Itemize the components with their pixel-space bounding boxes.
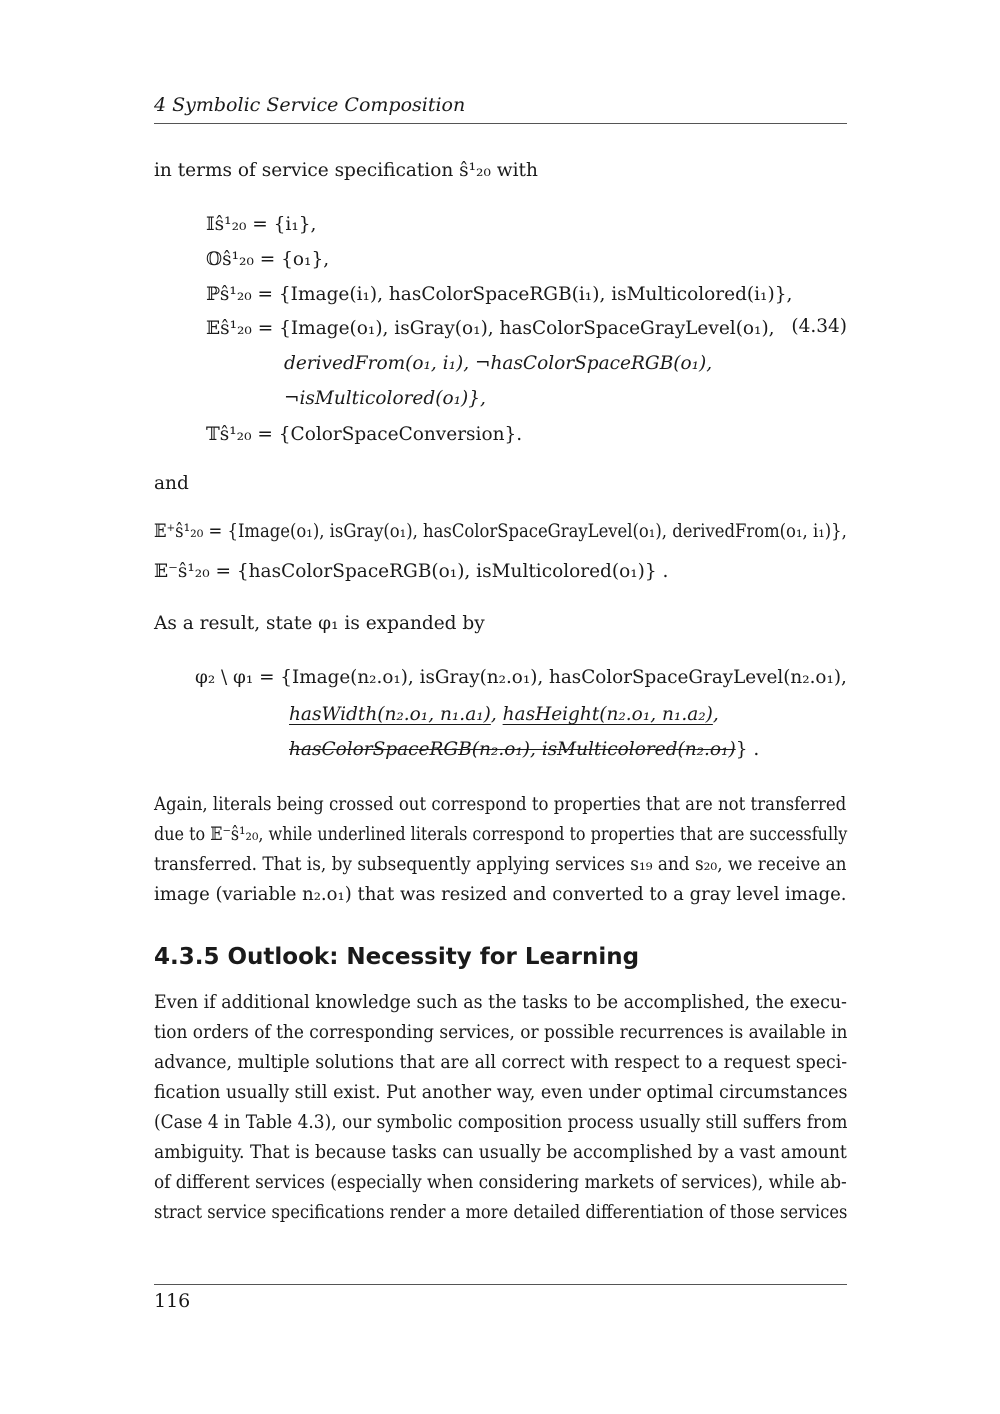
underlined-has-height: hasHeight(n₂.o₁, n₁.a₂)	[502, 704, 713, 725]
section-title: 4.3.5 Outlook: Necessity for Learning	[154, 944, 640, 970]
intro-line: in terms of service specification ŝ¹₂₀ with	[154, 160, 538, 181]
again-paragraph-line-4: image (variable n₂.o₁) that was resized and converted to a gray level image.	[154, 884, 847, 905]
outlook-line: (Case 4 in Table 4.3), our symbolic composition process usually still suffers from	[154, 1112, 848, 1133]
underlined-has-width: hasWidth(n₂.o₁, n₁.a₁)	[289, 704, 491, 725]
outlook-line: ambiguity. That is because tasks can usually be accomplished by a vast amount	[154, 1142, 847, 1163]
phi-equation-end: } .	[735, 739, 760, 760]
equation-T-line: 𝕋ŝ¹₂₀ = {ColorSpaceConversion}.	[206, 424, 523, 445]
equation-E-line-2: derivedFrom(o₁, i₁), ¬hasColorSpaceRGB(o₁),	[284, 353, 713, 374]
again-paragraph-line-2: due to 𝔼⁻ŝ¹₂₀, while underlined literals correspond to properties that are successfully	[154, 824, 848, 845]
again-paragraph-line-1: Again, literals being crossed out correspond to properties that are not transferred	[154, 794, 847, 815]
page-number: 116	[154, 1290, 191, 1312]
outlook-line: fication usually still exist. Put another way, even under optimal circumstances	[154, 1082, 848, 1103]
result-intro: As a result, state φ₁ is expanded by	[154, 613, 485, 634]
outlook-line: stract service specifications render a more detailed differentiation of those services	[154, 1202, 848, 1223]
running-header: 4 Symbolic Service Composition	[154, 94, 466, 116]
again-paragraph-line-3: transferred. That is, by subsequently applying services s₁₉ and s₂₀, we receive an	[154, 854, 847, 875]
equation-P-line: ℙŝ¹₂₀ = {Image(i₁), hasColorSpaceRGB(i₁), isMulticolored(i₁)},	[206, 284, 793, 305]
equation-E-line-1: 𝔼ŝ¹₂₀ = {Image(o₁), isGray(o₁), hasColorSpaceGrayLevel(o₁),	[206, 318, 775, 339]
equation-number: (4.34)	[791, 316, 847, 337]
outlook-line: advance, multiple solutions that are all correct with respect to a request speci-	[154, 1052, 848, 1073]
effects-positive-line: 𝔼⁺ŝ¹₂₀ = {Image(o₁), isGray(o₁), hasColorSpaceGrayLevel(o₁), derivedFrom(o₁, i₁)},	[154, 521, 847, 542]
equation-O-line: 𝕆ŝ¹₂₀ = {o₁},	[206, 249, 330, 270]
equation-E-line-3: ¬isMulticolored(o₁)},	[284, 388, 486, 409]
phi-equation-line-1: φ₂ \ φ₁ = {Image(n₂.o₁), isGray(n₂.o₁), hasColorSpaceGrayLevel(n₂.o₁),	[195, 667, 847, 688]
phi-equation-line-2: hasWidth(n₂.o₁, n₁.a₁), hasHeight(n₂.o₁, n₁.a₂),	[289, 704, 719, 725]
outlook-line: of different services (especially when considering markets of services), while ab-	[154, 1172, 847, 1193]
footer-rule	[154, 1284, 847, 1285]
and-word: and	[154, 473, 189, 494]
outlook-line: Even if additional knowledge such as the tasks to be accomplished, the execu-	[154, 992, 847, 1013]
equation-I-line: 𝕀ŝ¹₂₀ = {i₁},	[206, 214, 317, 235]
phi-equation-line-3	[289, 739, 759, 760]
struck-literals: hasColorSpaceRGB(n₂.o₁), isMulticolored(n₂.o₁)	[289, 739, 736, 760]
header-rule	[154, 123, 847, 124]
outlook-line: tion orders of the corresponding services, or possible recurrences is available in	[154, 1022, 848, 1043]
effects-negative-line: 𝔼⁻ŝ¹₂₀ = {hasColorSpaceRGB(o₁), isMulticolored(o₁)} .	[154, 561, 669, 582]
